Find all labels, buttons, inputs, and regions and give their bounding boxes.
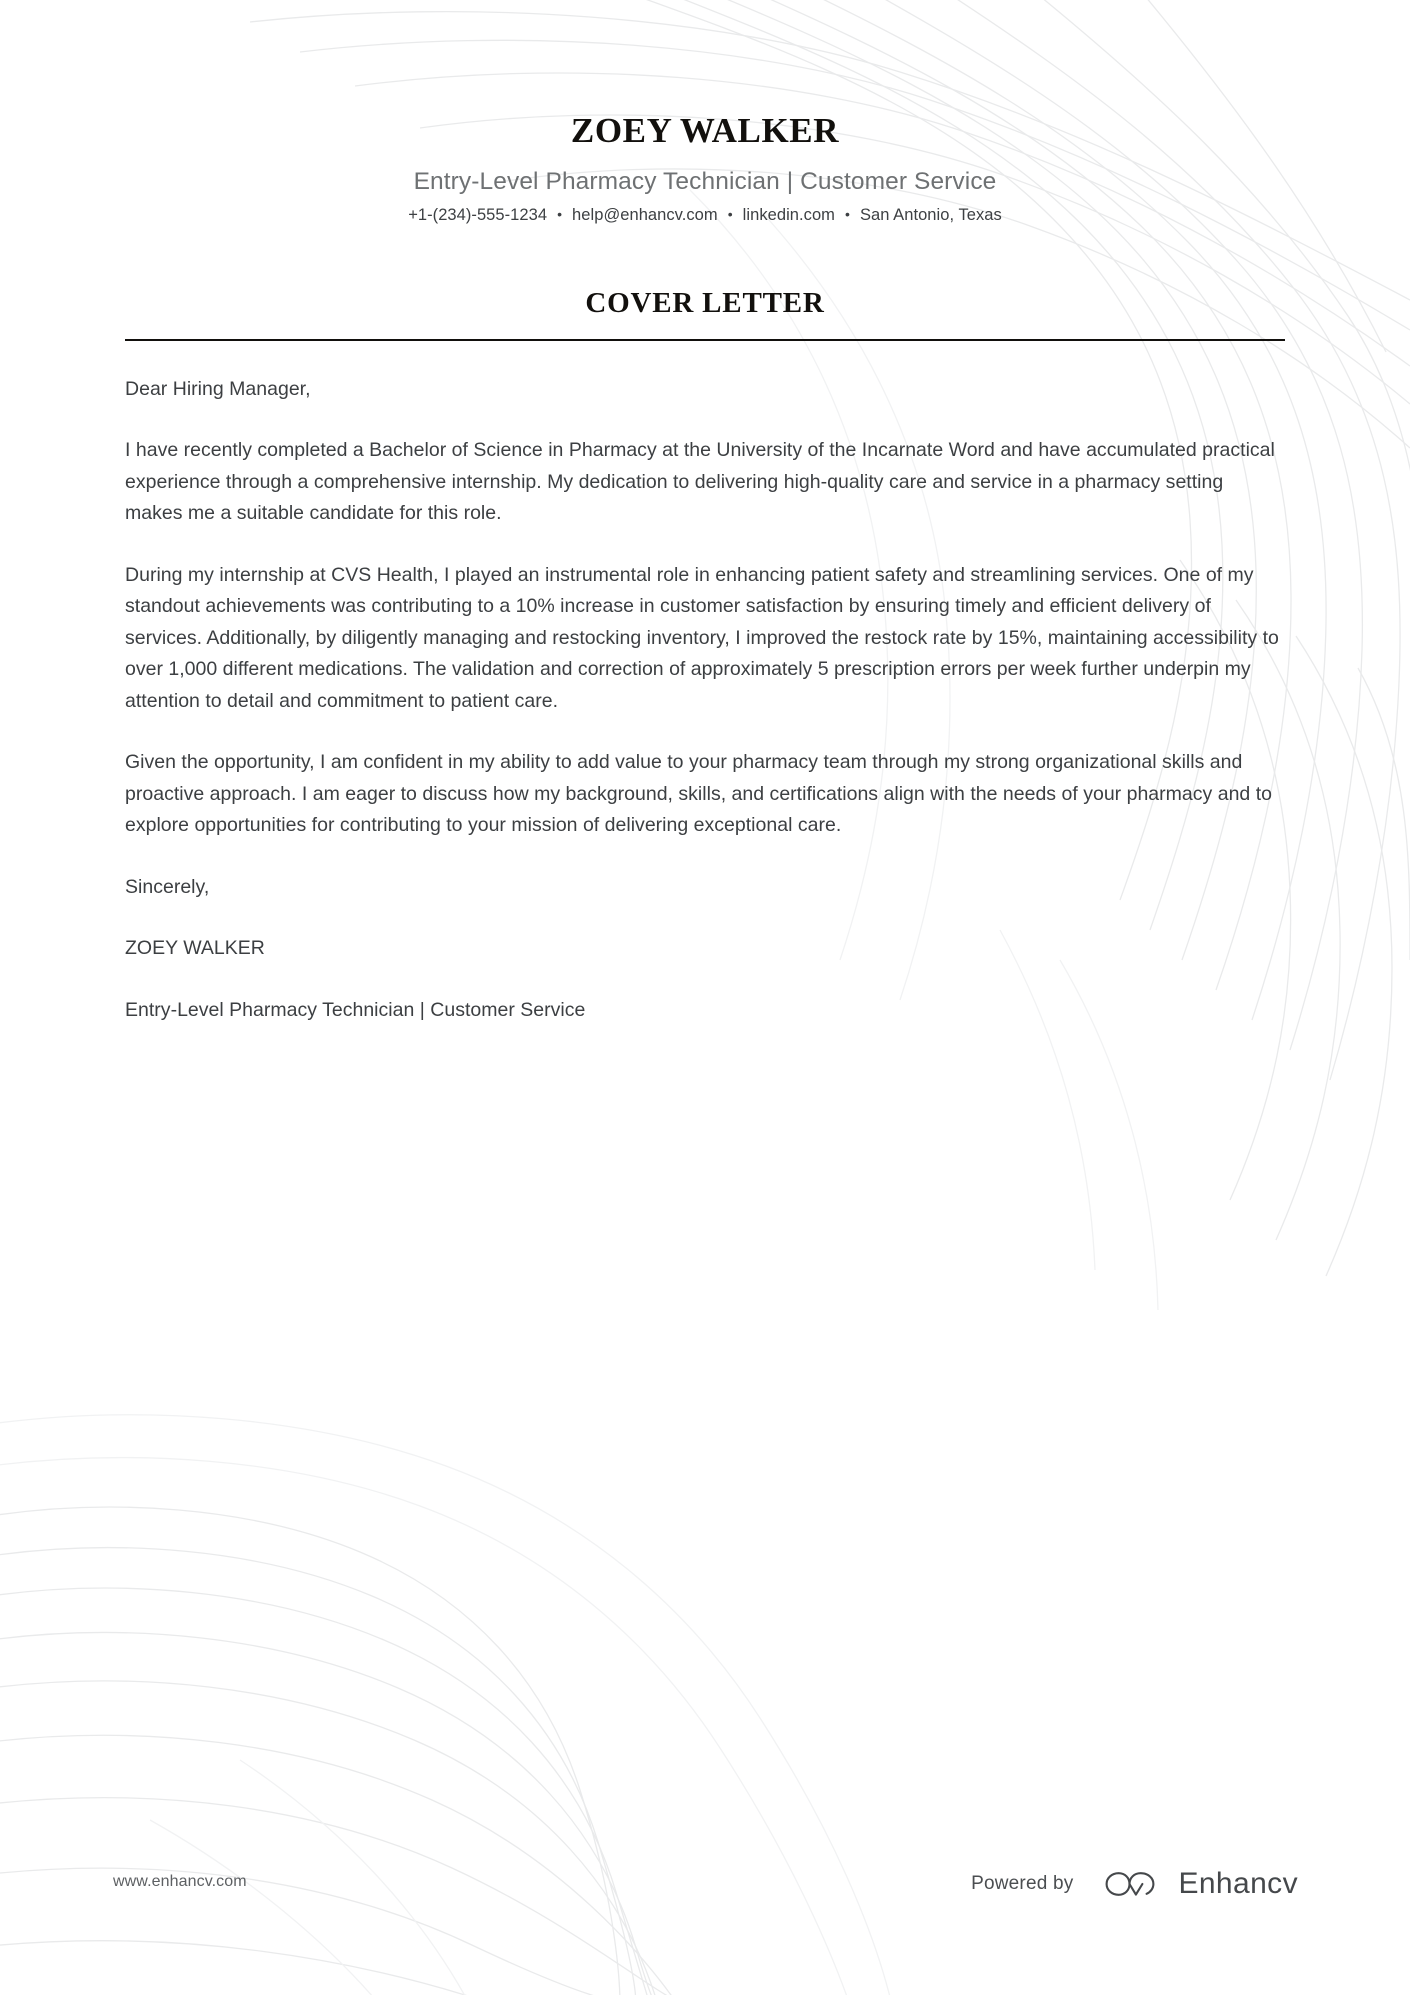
letter-sign-off: Sincerely, [125,875,210,898]
enhancv-logo-icon [1100,1869,1162,1899]
cover-letter-body [125,341,1285,1027]
letter-paragraph-1: I have recently completed a Bachelor of Science in Pharmacy at the University of the Incarnate Word and have accumulated practical experience through a comprehensive internship. My dedication to delivering high-quality care and service in a pharmacy setting makes me a suitable candidate for this role. [125,439,1275,525]
contact-phone: +1-(234)-555-1234 [408,205,548,224]
letter-signature-title: Entry-Level Pharmacy Technician | Customer Service [125,998,586,1021]
enhancv-brand[interactable] [1100,1869,1298,1899]
cover-letter-section-header [0,287,1410,340]
contact-separator-icon: • [844,205,850,222]
letter-paragraph-2: During my internship at CVS Health, I played an instrumental role in enhancing patient safety and streamlining services. One of my standout achievements was contributing to a 10% increase in customer satisfaction by ensuring timely and efficient delivery of services. Additionally, by diligently managing and restocking inventory, I improved the restock rate by 15%, maintaining accessibility to over 1,000 different medications. The validation and correction of approximately 5 prescription errors per week further underpin my attention to detail and commitment to patient care. [125,563,1279,712]
letter-signature-name: ZOEY WALKER [125,937,265,960]
candidate-name: ZOEY WALKER [570,111,840,150]
contact-info-line [0,206,1410,226]
enhancv-brand-name: Enhancv [1178,1867,1298,1900]
contact-linkedin[interactable]: linkedin.com [742,205,835,224]
letter-paragraph-3: Given the opportunity, I am confident in my ability to add value to your pharmacy team through my strong organizational skills and proactive approach. I am eager to discuss how my background, skills, and certifications align with the needs of your pharmacy and to explore opportunities for contributing to your mission of delivering exceptional care. [125,751,1273,837]
footer-website-url[interactable]: www.enhancv.com [113,1873,247,1890]
document-footer [0,1835,1410,1995]
document-header [0,0,1410,225]
powered-by-label: Powered by [971,1873,1074,1894]
contact-location: San Antonio, Texas [859,205,1002,224]
section-title: COVER LETTER [585,287,825,320]
candidate-job-title: Entry-Level Pharmacy Technician | Customer Service [413,167,997,195]
contact-separator-icon: • [727,205,733,222]
contact-email: help@enhancv.com [572,205,718,224]
letter-salutation: Dear Hiring Manager, [125,377,311,400]
contact-separator-icon: • [557,205,563,222]
footer-brand-lockup [971,1869,1298,1899]
